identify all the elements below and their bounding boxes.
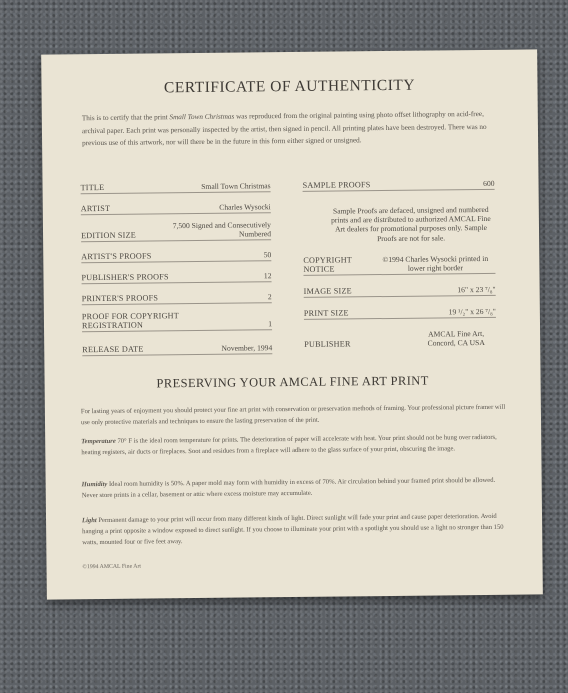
temperature-paragraph bbox=[81, 432, 511, 459]
field-value: ©1994 Charles Wysocki printed in lower right border bbox=[382, 253, 489, 273]
field-label: COPYRIGHT NOTICE bbox=[303, 255, 352, 274]
field-label: TITLE bbox=[80, 182, 105, 193]
field-label: PRINTER'S PROOFS bbox=[81, 293, 159, 304]
field-print-size bbox=[304, 305, 496, 320]
field-artists-proofs bbox=[81, 248, 271, 263]
field-label: EDITION SIZE bbox=[81, 230, 137, 241]
field-label: PUBLISHER bbox=[304, 339, 351, 349]
field-publishers-proofs bbox=[81, 269, 271, 284]
intro-print-title: Small Town Christmas bbox=[169, 112, 235, 122]
field-value: 1 bbox=[268, 319, 273, 329]
field-label: IMAGE SIZE bbox=[303, 286, 352, 296]
field-image-size bbox=[304, 283, 496, 298]
field-label: ARTIST bbox=[80, 203, 111, 214]
field-label: SAMPLE PROOFS bbox=[302, 180, 371, 190]
temperature-text: 70° F is the ideal room temperature for prints. The deterioration of paper will accelerate with heat. Your print should not be hung over radiators, heating registers, air ducts or fireplaces. Soot and residues from a fireplace will adhere to the glass surface of your print, obscuring the image. bbox=[81, 433, 497, 457]
field-title bbox=[80, 179, 270, 194]
field-label: ARTIST'S PROOFS bbox=[81, 251, 152, 262]
light-label: Light bbox=[82, 517, 97, 525]
intro-paragraph bbox=[82, 108, 502, 150]
preserving-intro: For lasting years of enjoyment you should protect your fine art print with conservation or preservation methods of framing. Your professional picture framer will use only protective materials and techniques to ensure the lasting preservation of the print. bbox=[80, 403, 506, 427]
field-value: 2 bbox=[267, 292, 272, 302]
field-label: PRINT SIZE bbox=[303, 308, 349, 318]
intro-text-b: was reproduced from the original painting using photo offset lithography on acid-free, archival paper. Each print was personally inspected by the artist, then signed in pencil. All printing plates have been destroyed. There was no previous use of this artwork, nor will there be in the future in this form either signed or unsigned. bbox=[81, 109, 487, 148]
humidity-label: Humidity bbox=[81, 480, 108, 489]
field-value: 600 bbox=[483, 178, 495, 188]
field-value: 50 bbox=[263, 250, 272, 260]
field-value: Charles Wysocki bbox=[219, 202, 271, 212]
field-value: AMCAL Fine Art, Concord, CA USA bbox=[427, 328, 485, 348]
preserving-heading: PRESERVING YOUR AMCAL FINE ART PRINT bbox=[156, 373, 429, 391]
copyright-footer: ©1994 AMCAL Fine Art bbox=[82, 563, 142, 571]
sample-proofs-note: Sample Proofs are defaced, unsigned and numbered prints and are distributed to authorized AMCAL Fine Art dealers for promotional purposes only. Sample Proofs are not for sale. bbox=[331, 204, 491, 243]
temperature-label: Temperature bbox=[81, 437, 116, 446]
field-copyright-notice bbox=[303, 253, 495, 276]
field-value: 12 bbox=[263, 271, 272, 281]
humidity-paragraph bbox=[82, 475, 512, 502]
field-value: Small Town Christmas bbox=[201, 181, 271, 191]
field-copyright-proof bbox=[82, 309, 272, 332]
field-printers-proofs bbox=[82, 290, 272, 305]
humidity-text: Ideal room humidity is 50%. A paper mold may form with humidity in excess of 70%. Air circulation behind your framed print should be allowed. Never store prints in a cellar, basement or attic where excess moisture may accumulate. bbox=[81, 476, 496, 500]
certificate-paper bbox=[41, 49, 543, 599]
field-label: RELEASE DATE bbox=[82, 344, 144, 355]
field-artist bbox=[81, 200, 271, 215]
field-value: 19 ¹/₂" x 26 ⁷/₈" bbox=[448, 306, 496, 317]
field-release-date bbox=[82, 341, 272, 356]
certificate-title: CERTIFICATE OF AUTHENTICITY bbox=[163, 76, 416, 97]
field-label: PUBLISHER'S PROOFS bbox=[81, 272, 169, 283]
field-value: November, 1994 bbox=[221, 343, 273, 353]
field-value: 7,500 Signed and Consecutively Numbered bbox=[172, 220, 272, 239]
field-value: 16" x 23 ⁷/₈" bbox=[457, 284, 496, 295]
light-paragraph bbox=[82, 511, 512, 549]
intro-text-a: This is to certify that the print bbox=[81, 113, 170, 123]
field-publisher bbox=[304, 328, 496, 350]
field-sample-proofs bbox=[302, 177, 494, 192]
field-edition-size bbox=[81, 219, 271, 242]
field-label: PROOF FOR COPYRIGHT REGISTRATION bbox=[81, 311, 179, 331]
light-text: Permanent damage to your print will occur from many different kinds of light. Direct sunlight will fade your print and cause paper deterioration. Avoid hanging a print opposite a window exposed to direct sunlight. If you choose to illuminate your print with a spotlight you should use a light no stronger than 150 watts, mounted four or five feet away. bbox=[82, 512, 504, 547]
